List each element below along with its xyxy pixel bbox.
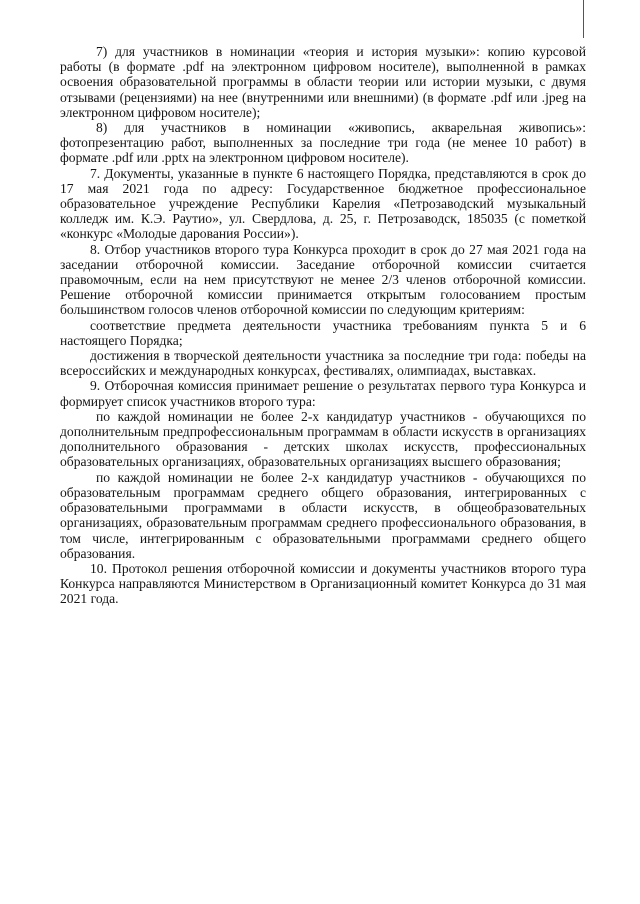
criterion-achievements: достижения в творческой деятельности участника за последние три года: победы на всероссийских и международных конкурсах, фестивалях, олимпиадах, выставках. (60, 348, 586, 379)
item-7-theory-music: 7) для участников в номинации «теория и история музыки»: копию курсовой работы (в формате .pdf на электронном цифровом носителе), выполненной в рамках освоения образовательной программы в области теории или истории музыки, с двумя отзывами (рецензиями) на нее (внутренними или внешними) (в формате .pdf или .jpeg на электронном цифровом носителе); (60, 44, 586, 120)
document-body (60, 44, 586, 607)
paragraph-8-selection: 8. Отбор участников второго тура Конкурса проходит в срок до 27 мая 2021 года на заседании отборочной комиссии. Заседание отборочной комиссии считается правомочным, если на нем присутствуют не менее 2/3 членов отборочной комиссии. Решение отборочной комиссии принимается открытым голосованием простым большинством голосов членов отборочной комиссии по следующим критериям: (60, 241, 586, 318)
paragraph-10-protocol: 10. Протокол решения отборочной комиссии и документы участников второго тура Конкурса направляются Министерством в Организационный комитет Конкурса до 31 мая 2021 года. (60, 560, 586, 607)
criterion-compliance: соответствие предмета деятельности участника требованиям пункта 5 и 6 настоящего Порядка; (60, 317, 586, 348)
paragraph-9-decision: 9. Отборочная комиссия принимает решение о результатах первого тура Конкурса и формирует список участников второго тура: (60, 378, 586, 409)
scan-edge-line (583, 0, 584, 38)
quota-preprofessional: по каждой номинации не более 2-х кандидатур участников - обучающихся по дополнительным предпрофессиональным программам в области искусств в организациях дополнительного образования - детских школах искусств, профессиональных образовательных организациях, образовательных организациях высшего образования; (60, 408, 586, 470)
quota-general-education: по каждой номинации не более 2-х кандидатур участников - обучающихся по образовательным программам среднего общего образования, интегрированных с образовательными программами в области искусств, в общеобразовательных организациях, образовательным программам среднего профессионального образования, в том числе, интегрированным с образовательными программами среднего общего образования. (60, 469, 586, 561)
paragraph-7-documents: 7. Документы, указанные в пункте 6 настоящего Порядка, представляются в срок до 17 мая 2021 года по адресу: Государственное бюджетное профессиональное образовательное учреждение Республики Карелия «Петрозаводский музыкальный колледж им. К.Э. Раутио», ул. Свердлова, д. 25, г. Петрозаводск, 185035 (с пометкой «конкурс «Молодые дарования России»). (60, 165, 586, 242)
item-8-painting: 8) для участников в номинации «живопись, акварельная живопись»: фотопрезентацию работ, выполненных за последние три года (не менее 10 работ) в формате .pdf или .pptx на электронном цифровом носителе). (60, 120, 586, 166)
